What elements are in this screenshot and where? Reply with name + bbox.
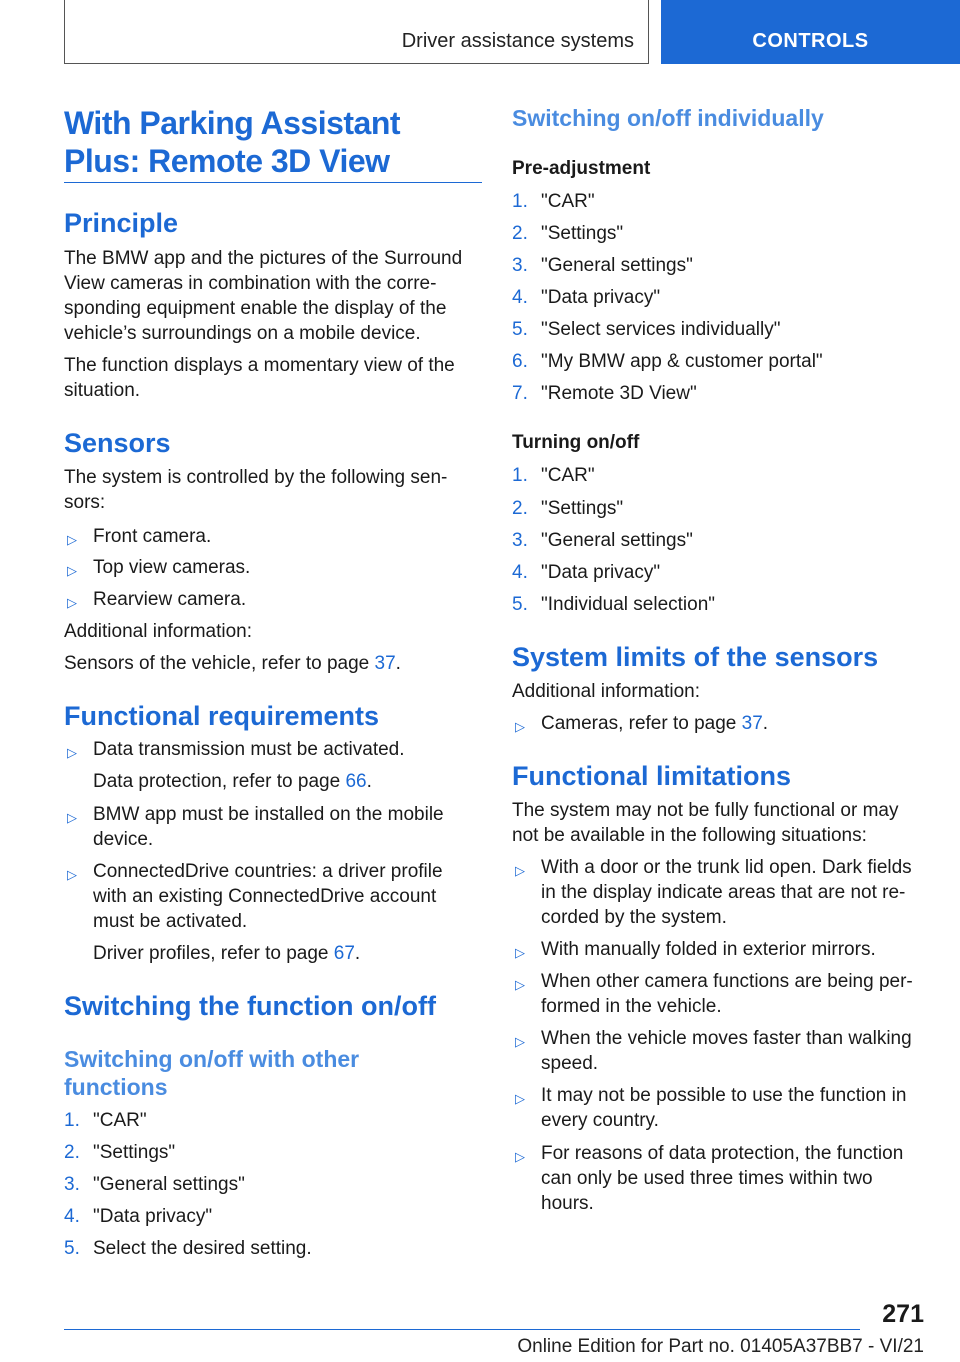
step-text: "Settings" [541, 223, 624, 244]
triangle-bullet-icon: ▷ [67, 532, 77, 547]
step-text: "Data privacy" [93, 1206, 213, 1227]
step-number: 6. [512, 351, 528, 372]
reference-text: Driver profiles, refer to page [93, 943, 334, 964]
list-item-text [93, 802, 482, 852]
text-line: can only be used three times within two [541, 1168, 873, 1189]
list-item-text [541, 1083, 916, 1133]
page-title [64, 104, 482, 180]
text-line: corded by the system. [541, 907, 727, 928]
text-line: Switching on/off with other [64, 1046, 360, 1072]
step-text: "Data privacy" [541, 287, 661, 308]
heading-sensors: Sensors [64, 428, 171, 458]
footer-divider [64, 1329, 860, 1330]
additional-info-label: Additional information: [512, 681, 700, 702]
text-line: The system is controlled by the following sen- [64, 467, 448, 488]
edition-note: Online Edition for Part no. 01405A37BB7 - VI/21 [517, 1336, 924, 1357]
text-line: When the vehicle moves faster than walking [541, 1028, 912, 1049]
triangle-bullet-icon: ▷ [67, 745, 77, 760]
triangle-bullet-icon: ▷ [67, 563, 77, 578]
list-item-text [541, 937, 916, 962]
sensors-reference [64, 651, 482, 676]
list-item-text: Rearview camera. [93, 589, 247, 610]
title-divider [64, 182, 482, 183]
text-line: formed in the vehicle. [541, 996, 722, 1017]
header-section-box [64, 0, 649, 64]
text-line: functions [64, 1074, 168, 1100]
step-number: 4. [512, 287, 528, 308]
text-line: When other camera functions are being per- [541, 971, 913, 992]
step-number: 2. [512, 498, 528, 519]
page-link-67[interactable]: 67 [333, 943, 355, 964]
reference-end: . [354, 943, 361, 964]
limitations-paragraph [512, 798, 916, 848]
triangle-bullet-icon: ▷ [515, 977, 525, 992]
text-line: not be available in the following situations: [512, 825, 867, 846]
list-item-text: Data transmission must be activated. [93, 739, 405, 760]
list-item-text [93, 859, 482, 934]
text-line: sors: [64, 492, 106, 513]
step-text: "Data privacy" [541, 562, 661, 583]
text-line: with an existing ConnectedDrive account [93, 886, 437, 907]
triangle-bullet-icon: ▷ [515, 945, 525, 960]
text-line: sponding equipment enable the display of the [64, 298, 447, 319]
triangle-bullet-icon: ▷ [67, 810, 77, 825]
reference-line [93, 769, 482, 794]
step-text: "General settings" [541, 255, 693, 276]
reference-text: Sensors of the vehicle, refer to page [64, 653, 375, 674]
text-line: every country. [541, 1110, 659, 1131]
step-number: 3. [64, 1174, 80, 1195]
heading-functional-limitations: Functional limitations [512, 761, 792, 791]
triangle-bullet-icon: ▷ [67, 867, 77, 882]
step-text: "Individual selection" [541, 594, 716, 615]
step-text: "General settings" [93, 1174, 245, 1195]
heading-functional-requirements: Functional requirements [64, 701, 380, 731]
step-number: 1. [64, 1110, 80, 1131]
list-item-text [541, 1026, 916, 1076]
step-number: 5. [64, 1238, 80, 1259]
reference-end: . [366, 771, 372, 792]
page-link-37[interactable]: 37 [374, 653, 396, 674]
step-text: "Settings" [93, 1142, 176, 1163]
triangle-bullet-icon: ▷ [515, 1034, 525, 1049]
text-line: BMW app must be installed on the mobile [93, 804, 444, 825]
heading-switching-individually: Switching on/off individually [512, 105, 824, 131]
step-number: 5. [512, 594, 528, 615]
list-item-text [541, 969, 916, 1019]
list-item-text: Top view cameras. [93, 557, 251, 578]
text-line: speed. [541, 1053, 599, 1074]
page-link-66[interactable]: 66 [345, 771, 367, 792]
step-number: 5. [512, 319, 528, 340]
heading-turning-on-off: Turning on/off [512, 432, 640, 453]
text-line: ConnectedDrive countries: a driver profile [93, 861, 443, 882]
subheading-switching-other-functions [64, 1045, 482, 1101]
step-text: "General settings" [541, 530, 693, 551]
reference-line [93, 941, 482, 966]
page-number: 271 [882, 1300, 924, 1328]
text-line: With manually folded in exterior mirrors. [541, 939, 876, 960]
step-number: 4. [512, 562, 528, 583]
text-line: situation. [64, 380, 141, 401]
page-title-line-2: Plus: Remote 3D View [64, 143, 390, 179]
step-number: 7. [512, 383, 528, 404]
text-line: in the display indicate areas that are not re- [541, 882, 906, 903]
step-number: 3. [512, 530, 528, 551]
page-link-37[interactable]: 37 [741, 713, 763, 734]
step-number: 1. [512, 465, 528, 486]
page-title-line-1: With Parking Assistant [64, 105, 401, 141]
header-section-title: Driver assistance systems [401, 30, 634, 52]
text-line: With a door or the trunk lid open. Dark fields [541, 857, 912, 878]
heading-pre-adjustment: Pre-adjustment [512, 158, 651, 179]
list-item-text: Front camera. [93, 526, 212, 547]
header-tab-label: CONTROLS [752, 30, 869, 52]
text-line: device. [93, 829, 154, 850]
principle-paragraph [64, 246, 482, 346]
text-line: The function displays a momentary view of the [64, 355, 455, 376]
heading-principle: Principle [64, 208, 179, 238]
step-number: 2. [512, 223, 528, 244]
step-text: Select the desired setting. [93, 1238, 312, 1259]
triangle-bullet-icon: ▷ [67, 595, 77, 610]
text-line: For reasons of data protection, the function [541, 1143, 904, 1164]
reference-text: Data protection, refer to page [93, 771, 346, 792]
step-text: "CAR" [541, 191, 595, 212]
list-item-text [541, 1141, 916, 1216]
text-line: It may not be possible to use the function in [541, 1085, 907, 1106]
step-number: 1. [512, 191, 528, 212]
step-text: "Settings" [541, 498, 624, 519]
triangle-bullet-icon: ▷ [515, 1149, 525, 1164]
text-line: must be activated. [93, 911, 248, 932]
text-line: vehicle’s surroundings on a mobile device. [64, 323, 421, 344]
step-number: 4. [64, 1206, 80, 1227]
text-line: View cameras in combination with the corre- [64, 273, 437, 294]
reference-text: Cameras, refer to page [541, 713, 742, 734]
step-text: "Select services individually" [541, 319, 781, 340]
triangle-bullet-icon: ▷ [515, 1091, 525, 1106]
list-item-text [541, 711, 916, 736]
text-line: The system may not be fully functional or may [512, 800, 899, 821]
triangle-bullet-icon: ▷ [515, 863, 525, 878]
sensors-paragraph [64, 465, 482, 515]
step-text: "My BMW app & customer portal" [541, 351, 823, 372]
header-tab-controls[interactable] [661, 0, 960, 64]
list-item-text [541, 855, 916, 930]
heading-system-limits: System limits of the sensors [512, 642, 879, 672]
step-text: "CAR" [93, 1110, 147, 1131]
triangle-bullet-icon: ▷ [515, 719, 525, 734]
reference-end: . [762, 713, 769, 734]
reference-end: . [395, 653, 401, 674]
principle-paragraph-2 [64, 353, 482, 403]
step-number: 2. [64, 1142, 80, 1163]
additional-info-label: Additional information: [64, 621, 252, 642]
text-line: hours. [541, 1193, 594, 1214]
text-line: The BMW app and the pictures of the Surround [64, 248, 463, 269]
step-text: "CAR" [541, 465, 595, 486]
step-number: 3. [512, 255, 528, 276]
heading-switching-function: Switching the function on/off [64, 991, 436, 1021]
step-text: "Remote 3D View" [541, 383, 697, 404]
